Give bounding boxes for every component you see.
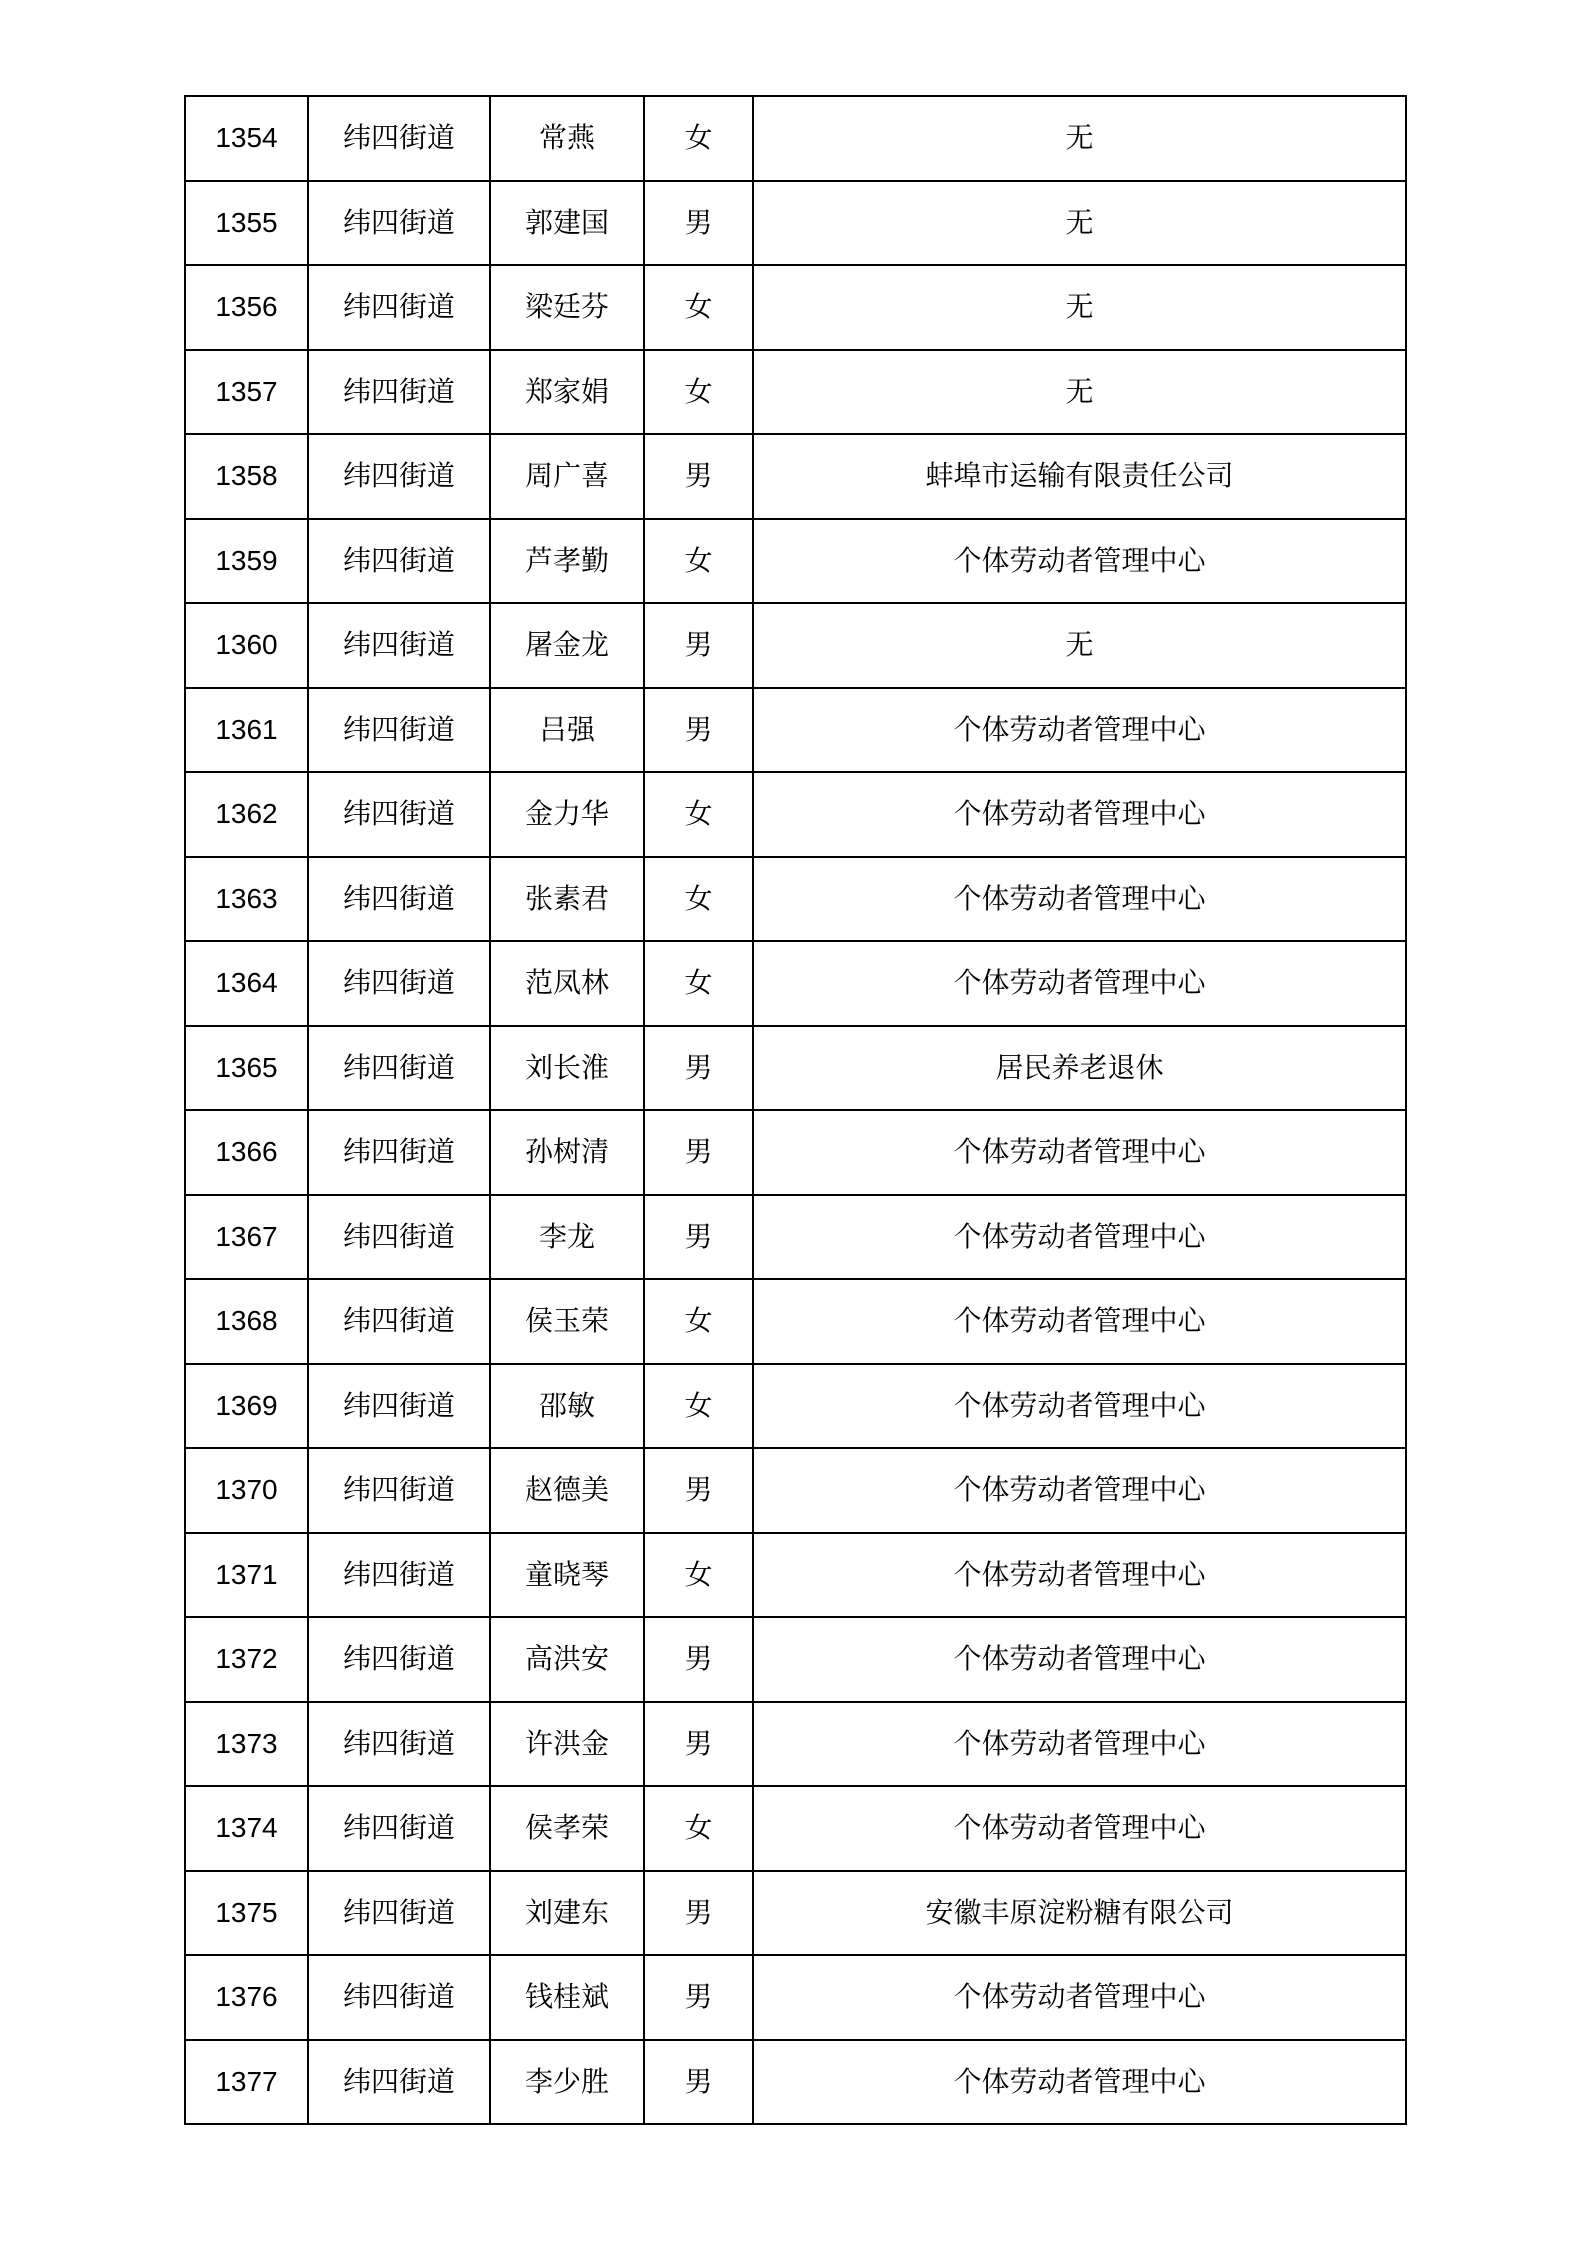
cell-name: 吕强 <box>490 688 644 773</box>
cell-gender: 男 <box>644 1617 753 1702</box>
cell-row-number: 1374 <box>185 1786 308 1871</box>
cell-employer: 个体劳动者管理中心 <box>753 519 1406 604</box>
cell-street: 纬四街道 <box>308 350 490 435</box>
cell-name: 屠金龙 <box>490 603 644 688</box>
cell-row-number: 1372 <box>185 1617 308 1702</box>
cell-name: 梁廷芬 <box>490 265 644 350</box>
cell-street: 纬四街道 <box>308 1110 490 1195</box>
table-row <box>185 1026 1406 1111</box>
cell-street: 纬四街道 <box>308 1026 490 1111</box>
table-row <box>185 1448 1406 1533</box>
cell-row-number: 1375 <box>185 1871 308 1956</box>
cell-employer: 无 <box>753 603 1406 688</box>
table-row <box>185 1279 1406 1364</box>
cell-name: 高洪安 <box>490 1617 644 1702</box>
cell-street: 纬四街道 <box>308 265 490 350</box>
cell-employer: 个体劳动者管理中心 <box>753 857 1406 942</box>
cell-street: 纬四街道 <box>308 772 490 857</box>
cell-row-number: 1373 <box>185 1702 308 1787</box>
cell-street: 纬四街道 <box>308 1364 490 1449</box>
cell-name: 刘建东 <box>490 1871 644 1956</box>
cell-gender: 女 <box>644 96 753 181</box>
table-row <box>185 434 1406 519</box>
cell-name: 张素君 <box>490 857 644 942</box>
table-row <box>185 1617 1406 1702</box>
cell-street: 纬四街道 <box>308 1702 490 1787</box>
cell-gender: 女 <box>644 857 753 942</box>
cell-gender: 女 <box>644 1279 753 1364</box>
table-row <box>185 1786 1406 1871</box>
cell-employer: 个体劳动者管理中心 <box>753 1279 1406 1364</box>
table-row <box>185 2040 1406 2125</box>
cell-row-number: 1363 <box>185 857 308 942</box>
cell-employer: 个体劳动者管理中心 <box>753 2040 1406 2125</box>
cell-employer: 个体劳动者管理中心 <box>753 1110 1406 1195</box>
table-row <box>185 1364 1406 1449</box>
cell-employer: 个体劳动者管理中心 <box>753 1195 1406 1280</box>
cell-street: 纬四街道 <box>308 2040 490 2125</box>
table-row <box>185 1195 1406 1280</box>
cell-employer: 居民养老退休 <box>753 1026 1406 1111</box>
cell-employer: 个体劳动者管理中心 <box>753 1702 1406 1787</box>
cell-gender: 女 <box>644 941 753 1026</box>
cell-row-number: 1357 <box>185 350 308 435</box>
cell-employer: 蚌埠市运输有限责任公司 <box>753 434 1406 519</box>
cell-row-number: 1360 <box>185 603 308 688</box>
table-row <box>185 941 1406 1026</box>
cell-name: 范凤林 <box>490 941 644 1026</box>
cell-street: 纬四街道 <box>308 1279 490 1364</box>
table-row <box>185 181 1406 266</box>
cell-street: 纬四街道 <box>308 603 490 688</box>
cell-street: 纬四街道 <box>308 1195 490 1280</box>
cell-street: 纬四街道 <box>308 941 490 1026</box>
table-row <box>185 603 1406 688</box>
cell-row-number: 1364 <box>185 941 308 1026</box>
cell-street: 纬四街道 <box>308 1617 490 1702</box>
cell-row-number: 1369 <box>185 1364 308 1449</box>
cell-name: 刘长淮 <box>490 1026 644 1111</box>
cell-row-number: 1362 <box>185 772 308 857</box>
cell-street: 纬四街道 <box>308 1955 490 2040</box>
cell-row-number: 1355 <box>185 181 308 266</box>
table-row <box>185 265 1406 350</box>
cell-gender: 男 <box>644 2040 753 2125</box>
cell-gender: 女 <box>644 1786 753 1871</box>
cell-gender: 男 <box>644 434 753 519</box>
cell-employer: 个体劳动者管理中心 <box>753 772 1406 857</box>
cell-employer: 个体劳动者管理中心 <box>753 1617 1406 1702</box>
cell-street: 纬四街道 <box>308 1871 490 1956</box>
cell-gender: 男 <box>644 1195 753 1280</box>
cell-name: 常燕 <box>490 96 644 181</box>
cell-employer: 个体劳动者管理中心 <box>753 941 1406 1026</box>
cell-gender: 女 <box>644 350 753 435</box>
cell-employer: 个体劳动者管理中心 <box>753 1448 1406 1533</box>
cell-name: 孙树清 <box>490 1110 644 1195</box>
cell-gender: 男 <box>644 688 753 773</box>
cell-street: 纬四街道 <box>308 96 490 181</box>
cell-street: 纬四街道 <box>308 1448 490 1533</box>
cell-name: 赵德美 <box>490 1448 644 1533</box>
cell-employer: 个体劳动者管理中心 <box>753 1786 1406 1871</box>
cell-row-number: 1356 <box>185 265 308 350</box>
cell-street: 纬四街道 <box>308 434 490 519</box>
cell-row-number: 1367 <box>185 1195 308 1280</box>
cell-gender: 女 <box>644 265 753 350</box>
cell-gender: 男 <box>644 1448 753 1533</box>
cell-row-number: 1365 <box>185 1026 308 1111</box>
cell-row-number: 1376 <box>185 1955 308 2040</box>
cell-gender: 女 <box>644 519 753 604</box>
cell-employer: 无 <box>753 181 1406 266</box>
roster-table-body <box>185 96 1406 2124</box>
table-row <box>185 1702 1406 1787</box>
cell-street: 纬四街道 <box>308 181 490 266</box>
cell-employer: 个体劳动者管理中心 <box>753 1533 1406 1618</box>
cell-gender: 男 <box>644 603 753 688</box>
cell-row-number: 1359 <box>185 519 308 604</box>
cell-name: 芦孝勤 <box>490 519 644 604</box>
cell-name: 侯玉荣 <box>490 1279 644 1364</box>
cell-name: 郑家娟 <box>490 350 644 435</box>
cell-employer: 无 <box>753 265 1406 350</box>
cell-row-number: 1368 <box>185 1279 308 1364</box>
table-row <box>185 688 1406 773</box>
cell-name: 郭建国 <box>490 181 644 266</box>
table-row <box>185 1533 1406 1618</box>
cell-gender: 男 <box>644 1110 753 1195</box>
cell-name: 金力华 <box>490 772 644 857</box>
cell-street: 纬四街道 <box>308 857 490 942</box>
cell-row-number: 1354 <box>185 96 308 181</box>
cell-row-number: 1358 <box>185 434 308 519</box>
cell-street: 纬四街道 <box>308 1786 490 1871</box>
cell-employer: 个体劳动者管理中心 <box>753 1955 1406 2040</box>
table-row <box>185 1871 1406 1956</box>
cell-name: 童晓琴 <box>490 1533 644 1618</box>
cell-gender: 女 <box>644 1364 753 1449</box>
cell-employer: 个体劳动者管理中心 <box>753 688 1406 773</box>
cell-street: 纬四街道 <box>308 519 490 604</box>
cell-street: 纬四街道 <box>308 1533 490 1618</box>
cell-gender: 男 <box>644 1702 753 1787</box>
table-row <box>185 772 1406 857</box>
cell-row-number: 1361 <box>185 688 308 773</box>
table-row <box>185 519 1406 604</box>
cell-name: 钱桂斌 <box>490 1955 644 2040</box>
table-row <box>185 350 1406 435</box>
roster-table <box>184 95 1407 2125</box>
table-row <box>185 857 1406 942</box>
cell-gender: 男 <box>644 1026 753 1111</box>
cell-employer: 个体劳动者管理中心 <box>753 1364 1406 1449</box>
cell-name: 侯孝荣 <box>490 1786 644 1871</box>
cell-row-number: 1366 <box>185 1110 308 1195</box>
cell-gender: 女 <box>644 772 753 857</box>
cell-gender: 男 <box>644 181 753 266</box>
table-row <box>185 1955 1406 2040</box>
cell-row-number: 1377 <box>185 2040 308 2125</box>
cell-employer: 无 <box>753 96 1406 181</box>
cell-gender: 男 <box>644 1871 753 1956</box>
cell-name: 周广喜 <box>490 434 644 519</box>
table-row <box>185 1110 1406 1195</box>
cell-name: 李龙 <box>490 1195 644 1280</box>
cell-employer: 安徽丰原淀粉糖有限公司 <box>753 1871 1406 1956</box>
cell-name: 邵敏 <box>490 1364 644 1449</box>
cell-name: 许洪金 <box>490 1702 644 1787</box>
cell-employer: 无 <box>753 350 1406 435</box>
cell-street: 纬四街道 <box>308 688 490 773</box>
cell-gender: 男 <box>644 1955 753 2040</box>
table-row <box>185 96 1406 181</box>
cell-name: 李少胜 <box>490 2040 644 2125</box>
cell-gender: 女 <box>644 1533 753 1618</box>
cell-row-number: 1371 <box>185 1533 308 1618</box>
cell-row-number: 1370 <box>185 1448 308 1533</box>
